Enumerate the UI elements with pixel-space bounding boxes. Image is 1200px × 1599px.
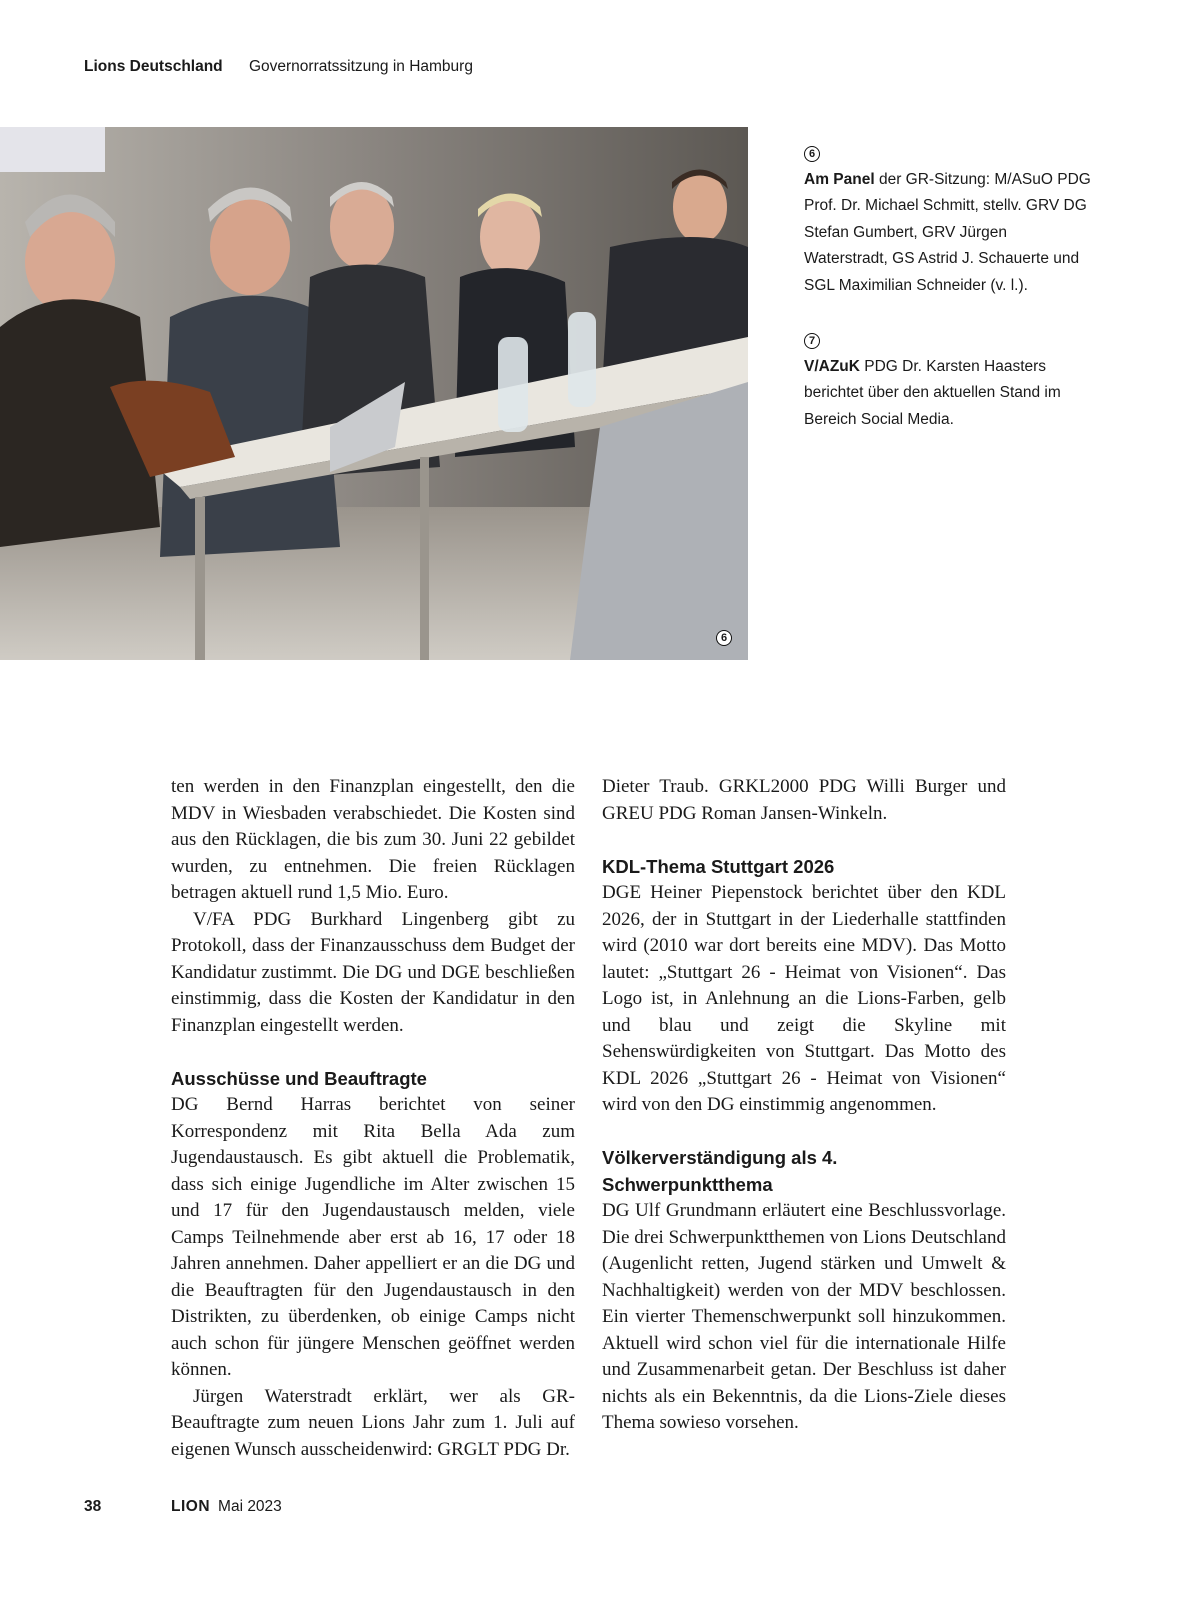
subheading-line: Schwerpunktthema: [602, 1173, 773, 1195]
paragraph: ten werden in den Finanzplan eingestellt, den die MDV in Wiesbaden verabschiedet. Die Kosten sind aus den Rücklagen, die bis zum 30. Juni 22 gebildet wurden, zu entnehmen. Die freien Rücklagen betragen aktuell rund 1,5 Mio. Euro.: [171, 776, 575, 903]
subheading: Ausschüsse und Beauftragte: [171, 1067, 427, 1089]
caption-7: [804, 327, 1094, 433]
panel-photo-illustration: [0, 127, 748, 660]
body-column-left: [171, 774, 575, 1463]
magazine-name: LION: [171, 1498, 211, 1515]
photo-number-badge: 6: [716, 630, 732, 646]
paragraph: Dieter Traub. GRKL2000 PDG Willi Burger und GREU PDG Roman Jansen-Winkeln.: [602, 776, 1006, 824]
paragraph: DG Bernd Harras berichtet von seiner Korrespondenz mit Rita Bella Ada zum Jugendaustausch. Es gibt aktuell die Problematik, dass sich einige Jugendliche im Alter zwischen 15 und 17 für den Jugendaustausch melden, viele Camps Teilnehmende aber erst ab 16, 17 oder 18 Jahren annehmen. Daher appelliert er an die DG und die Beauftragten für den Jugendaustausch in den Distrikten, zu überdenken, ob einige Camps nicht auch schon für jüngere Menschen geöffnet werden können.: [171, 1094, 575, 1380]
subheading: KDL-Thema Stuttgart 2026: [602, 855, 835, 877]
subheading: [602, 1145, 1006, 1198]
running-head: [84, 58, 473, 76]
caption-lead: V/AZuK: [804, 357, 860, 375]
article-title: Governorratssitzung in Hamburg: [248, 58, 473, 75]
caption-text: [804, 354, 1094, 434]
panel-photo: [0, 127, 748, 660]
page-number: 38: [84, 1498, 102, 1515]
caption-lead: Am Panel: [804, 170, 875, 188]
paragraph: Jürgen Waterstradt erklärt, wer als GR-Beauftragte zum neuen Lions Jahr zum 1. Juli auf eigenen Wunsch ausscheidenwird: GRGLT PDG Dr.: [171, 1385, 575, 1460]
caption-body: der GR-Sitzung: M/ASuO PDG Prof. Dr. Michael Schmitt, stellv. GRV DG Stefan Gumbert, GRV Jürgen Waterstradt, GS Astrid J. Schauerte und SGL Maximilian Schneider (v. l.).: [804, 170, 1091, 294]
body-column-right: [602, 774, 1006, 1437]
caption-number-badge: 6: [804, 146, 820, 162]
paragraph: V/FA PDG Burkhard Lingenberg gibt zu Protokoll, dass der Finanzausschuss dem Budget der Kandidatur zustimmt. Die DG und DGE beschließen einstimmig, dass die Kosten der Kandidatur in den Finanzplan eingestellt werden.: [171, 908, 575, 1036]
caption-body: PDG Dr. Karsten Haasters berichtet über den aktuellen Stand im Bereich Social Media.: [804, 357, 1061, 428]
subheading-line: Völkerverständigung als 4.: [602, 1147, 838, 1168]
issue-date: Mai 2023: [218, 1498, 282, 1515]
caption-number-badge: 7: [804, 333, 820, 349]
magazine-issue: [171, 1498, 282, 1516]
caption-6: [804, 140, 1094, 299]
caption-text: [804, 167, 1094, 300]
paragraph: DG Ulf Grundmann erläutert eine Beschlussvorlage. Die drei Schwerpunktthemen von Lions Deutschland (Augenlicht retten, Jugend stärken und Umwelt & Nachhaltigkeit) werden von der MDV beschlossen. Ein vierter Themenschwerpunkt soll hinzukommen. Aktuell wird schon viel für die internationale Hilfe und Zusammenarbeit getan. Der Beschluss ist daher nichts als ein Bekenntnis, da die Lions-Ziele dieses Thema sowieso vorsehen.: [602, 1200, 1006, 1433]
paragraph: DGE Heiner Piepenstock berichtet über den KDL 2026, der in Stuttgart in der Liederhalle stattfinden wird (2010 war dort bereits eine MDV). Das Motto lautet: „Stuttgart 26 - Heimat von Visionen“. Das Logo ist, in Anlehnung an die Lions-Farben, gelb und blau und zeigt die Skyline mit Sehenswürdigkeiten von Stuttgart. Das Motto des KDL 2026 „Stuttgart 26 - Heimat von Visionen“ wird von den DG einstimmig angenommen.: [602, 882, 1006, 1115]
section-label: Lions Deutschland: [84, 58, 223, 75]
